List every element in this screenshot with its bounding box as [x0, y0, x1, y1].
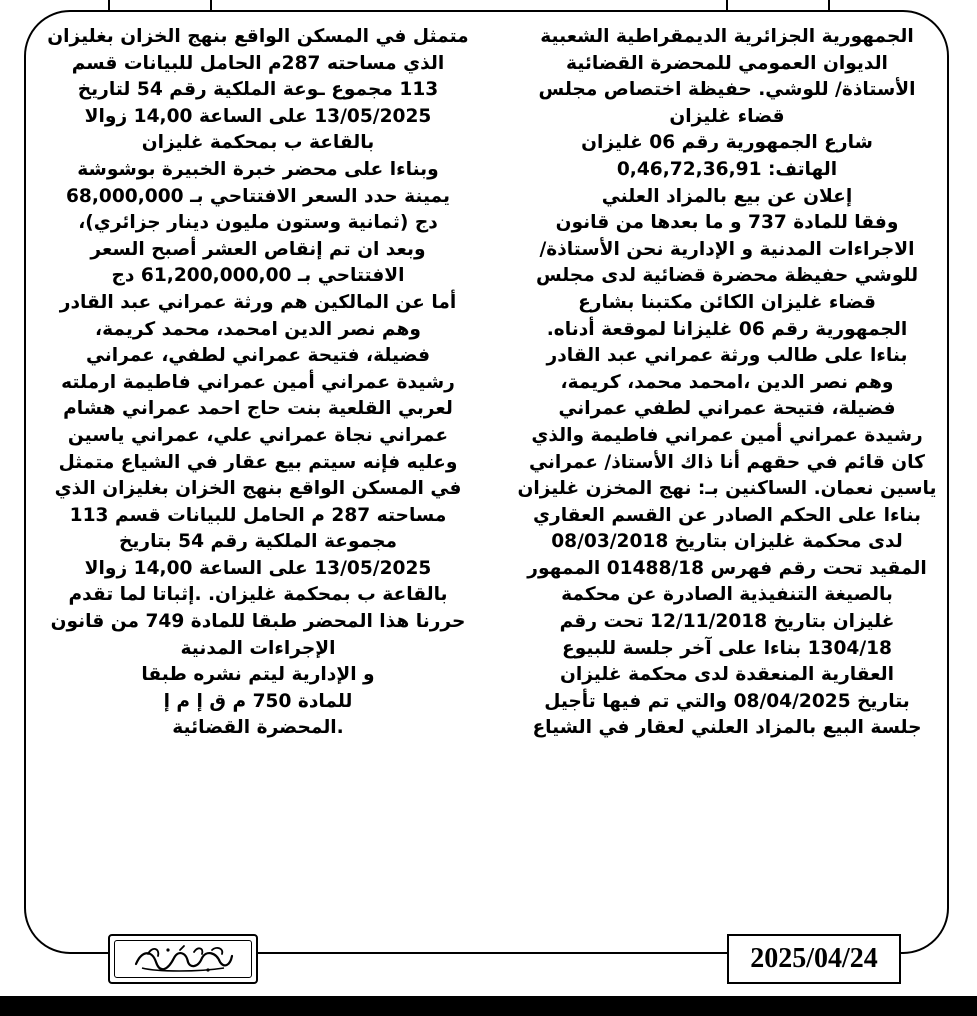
right-column-line: غليزان بتاريخ 12/11/2018 تحت رقم — [559, 611, 895, 633]
calligraphy-logo-icon — [128, 944, 238, 974]
left-column-line: .المحضرة القضائية — [172, 717, 344, 739]
bottom-black-bar — [0, 996, 977, 1016]
left-text-column — [24, 24, 492, 742]
left-column-line: في المسكن الواقع بنهج الخزان بغليزان الذي — [54, 478, 462, 500]
left-column-line: بالقاعة ب بمحكمة غليزان. .إثباتا لما تقدم — [68, 584, 448, 606]
left-column-line: 13/05/2025 على الساعة 14,00 زوالا — [84, 557, 432, 579]
right-column-line: رشيدة عمراني أمين عمراني فاطيمة والذي — [531, 424, 923, 446]
right-column-line: وهم نصر الدين ،امحمد محمد، كريمة، — [560, 371, 894, 393]
right-column-line: ياسين نعمان. الساكنين بـ: نهج المخزن غليزان — [517, 478, 937, 500]
right-column-line: إعلان عن بيع بالمزاد العلني — [601, 185, 853, 207]
left-column-line: دج (ثمانية وستون مليون دينار جزائري)، — [78, 212, 438, 234]
issue-date-badge: 2025/04/24 — [727, 934, 901, 984]
left-column-line: عمراني نجاة عمراني علي، عمراني ياسين — [67, 424, 449, 446]
right-column-line: وفقا للمادة 737 و ما بعدها من قانون — [555, 212, 899, 234]
right-column-line: الجمهورية رقم 06 غليزانا لموقعة أدناه. — [546, 318, 908, 340]
left-column-line: و الإدارية ليتم نشره طبقا — [141, 664, 375, 686]
left-column-line: الافتتاحي بـ 61,200,000,00 دج — [111, 265, 405, 287]
left-column-line: الذي مساحته 287م الحامل للبيانات قسم — [71, 52, 445, 74]
right-column-line: بالصيغة التنفيذية الصادرة عن محكمة — [561, 584, 893, 606]
left-column-line: فضيلة، فتيحة عمراني لطفي، عمراني — [85, 345, 431, 367]
right-column-line: بناءا على الحكم الصادر عن القسم العقاري — [532, 504, 922, 526]
right-text-column — [502, 24, 952, 742]
right-column-line: للوشي حفيظة محضرة قضائية لدى مجلس — [535, 265, 919, 287]
right-column-line: المقيد تحت رقم فهرس 01488/18 الممهور — [527, 557, 927, 579]
left-column-line: حررنا هذا المحضر طبقا للمادة 749 من قانون — [50, 611, 466, 633]
left-column-line: وبعد ان تم إنقاص العشر أصبح السعر — [90, 238, 426, 260]
left-column-line: مساحته 287 م الحامل للبيانات قسم 113 — [69, 504, 447, 526]
publication-logo-badge — [108, 934, 258, 984]
left-column-line: 113 مجموع ـوعة الملكية رقم 54 لتاريخ — [77, 79, 439, 101]
right-column-line: لدى محكمة غليزان بتاريخ 08/03/2018 — [551, 531, 903, 553]
left-column-line: متمثل في المسكن الواقع بنهج الخزان بغليزان — [47, 26, 469, 47]
right-column-line: قضاء غليزان — [669, 105, 785, 127]
left-column-line: 13/05/2025 على الساعة 14,00 زوالا — [84, 105, 432, 127]
left-column-line: وهم نصر الدين امحمد، محمد كريمة، — [95, 318, 421, 340]
left-column-line: لعربي القلعية بنت حاج احمد عمراني هشام — [63, 398, 453, 420]
right-column-line: قضاء غليزان الكائن مكتبنا بشارع — [578, 291, 876, 313]
right-column-line: الأستاذة/ للوشي. حفيظة اختصاص مجلس — [538, 79, 916, 101]
left-column-line: وعليه فإنه سيتم بيع عقار في الشياع متمثل — [58, 451, 458, 473]
logo-frame — [114, 940, 252, 978]
right-column-line: الاجراءات المدنية و الإدارية نحن الأستاذة/ — [539, 238, 915, 260]
left-column-line: للمادة 750 م ق إ م إ — [163, 690, 353, 712]
left-column-line: الإجراءات المدنية — [180, 637, 336, 659]
right-column-line: بناءا على طالب ورثة عمراني عبد القادر — [546, 345, 908, 367]
left-column-line: رشيدة عمراني أمين عمراني فاطيمة ارملته — [61, 371, 455, 393]
left-column-line: وبناءا على محضر خبرة الخبيرة بوشوشة — [77, 158, 439, 180]
left-column-line: بالقاعة ب بمحكمة غليزان — [141, 132, 375, 154]
right-column-line: بتاريخ 08/04/2025 والتي تم فيها تأجيل — [544, 690, 910, 712]
right-column-line: جلسة البيع بالمزاد العلني لعقار في الشياع — [532, 717, 922, 739]
right-column-line: الهاتف: 0,46,72,36,91 — [616, 158, 838, 180]
right-column-line: الديوان العمومي للمحضرة القضائية — [566, 52, 888, 74]
right-column-line: الجمهورية الجزائرية الديمقراطية الشعبية — [540, 26, 914, 47]
right-column-line: العقارية المنعقدة لدى محكمة غليزان — [560, 664, 894, 686]
right-column-line: فضيلة، فتيحة عمراني لطفي عمراني — [558, 398, 896, 420]
left-column-line: يمينة حدد السعر الافتتاحي بـ 68,000,000 — [65, 185, 451, 207]
left-column-line: أما عن المالكين هم ورثة عمراني عبد القادر — [59, 291, 457, 313]
right-column-line: 1304/18 بناءا على آخر جلسة للبيوع — [562, 637, 892, 659]
right-column-line: كان قائم في حقهم أنا ذاك الأستاذ/ عمراني — [529, 451, 925, 473]
left-column-line: مجموعة الملكية رقم 54 بتاريخ — [119, 531, 397, 553]
right-column-line: شارع الجمهورية رقم 06 غليزان — [581, 132, 873, 154]
